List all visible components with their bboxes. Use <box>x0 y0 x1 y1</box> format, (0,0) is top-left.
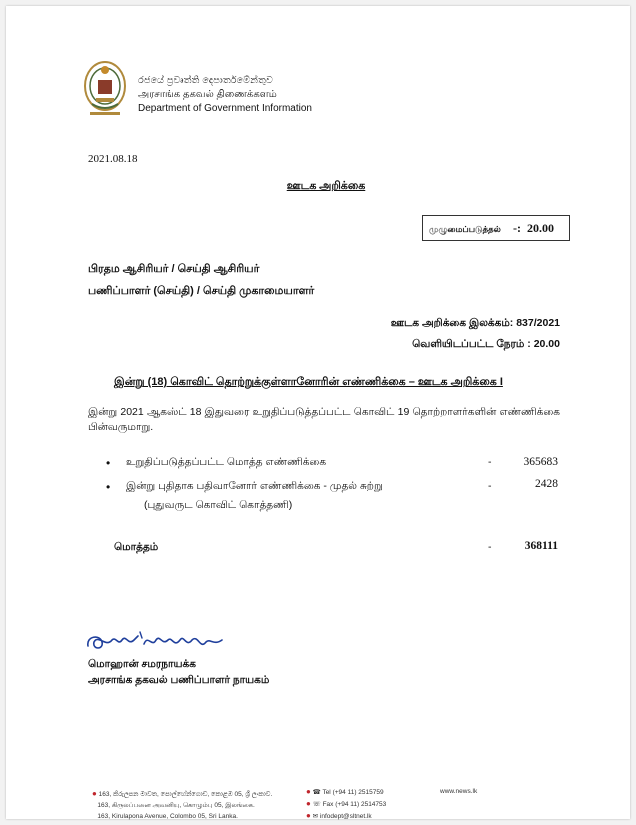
letterhead-sinhala: රජයේ ප්‍රවෘත්ති දෙපාර්තමේන්තුව <box>138 75 274 86</box>
list-item <box>106 456 327 470</box>
list-item-dash: - <box>488 456 492 468</box>
list-item-dash: - <box>488 480 492 492</box>
document-title: ஊடக அறிக்கை <box>286 180 366 192</box>
bullet-icon: ● <box>306 811 311 820</box>
list-item-label: இன்று புதிதாக பதிவானோர் எண்ணிக்கை - முதல் சுற்று <box>126 480 383 492</box>
release-time: வெளியிடப்பட்ட நேரம் : 20.00 <box>412 338 560 350</box>
footer-phone: ● ☎ Tel (+94 11) 2515759 <box>306 787 384 796</box>
footer-fax: ● ☏ Fax (+94 11) 2514753 <box>306 799 387 808</box>
footer-contacts <box>306 786 386 822</box>
list-item-value: 365683 <box>523 456 558 468</box>
headline: இன்று (18) கொவிட் தொற்றுக்குள்ளானோரின் எண்ணிக்கை – ஊடக அறிக்கை I <box>114 376 503 388</box>
letterhead-tamil: அரசாங்க தகவல் திணைக்களம் <box>138 89 277 100</box>
signatory-name: மொஹான் சமரநாயக்க <box>88 658 196 670</box>
embargo-label: முழுமைப்படுத்தல் <box>429 224 501 234</box>
intro-paragraph: இன்று 2021 ஆகஸ்ட் 18 இதுவரை உறுதிப்படுத்தப்பட்ட கொவிட் 19 தொற்றாளர்களின் எண்ணிக்கை பின்வருமாறு. <box>88 406 560 433</box>
list-item <box>106 480 383 494</box>
total-value: 368111 <box>524 540 558 552</box>
phone-icon: ☎ Tel <box>312 789 331 796</box>
release-number: ஊடக அறிக்கை இலக்கம்: 837/2021 <box>390 317 560 329</box>
bullet-icon: • <box>106 480 111 494</box>
government-emblem-icon <box>82 58 128 118</box>
bullet-icon: ● <box>306 799 311 808</box>
footer-address: ● 163, කිරුලපන මාවත, පොල්හේන්ගොඩ, කොළඹ 05, ශ්‍රී ලංකාව. 163, கிருலப்பனை அவனியு, கொழும்பு 05, இலங்கை. 163, Kirulapona Avenue, Colombo 05, Sri Lanka. <box>92 789 273 820</box>
footer-email[interactable]: ● ✉ infodept@sltnet.lk <box>306 811 372 820</box>
document-date: 2021.08.18 <box>88 153 138 165</box>
embargo-value: -: 20.00 <box>513 221 554 235</box>
list-item-value: 2428 <box>535 478 558 490</box>
total-dash: - <box>488 541 492 553</box>
website-link[interactable]: www.news.lk <box>440 788 478 795</box>
bullet-icon: ● <box>92 789 97 798</box>
recipients-line-1: பிரதம ஆசிரியர் / செய்தி ஆசிரியர் <box>88 263 260 275</box>
bullet-icon: ● <box>306 787 311 796</box>
bullet-icon: • <box>106 456 111 470</box>
email-icon: ✉ <box>312 813 319 820</box>
fax-icon: ☏ Fax <box>312 801 334 808</box>
footer-web[interactable] <box>440 786 477 797</box>
embargo-box <box>422 215 570 241</box>
handwritten-signature <box>82 626 232 660</box>
list-item-subnote: (புதுவருட கொவிட் கொத்தணி) <box>144 499 293 511</box>
letterhead <box>82 54 342 120</box>
list-item-label: உறுதிப்படுத்தப்பட்ட மொத்த எண்ணிக்கை <box>126 456 327 468</box>
letterhead-english: Department of Government Information <box>138 103 312 114</box>
recipients-line-2: பணிப்பாளர் (செய்தி) / செய்தி முகாமையாளர் <box>88 285 315 297</box>
total-label: மொத்தம் <box>114 541 159 553</box>
signatory-title: அரசாங்க தகவல் பணிப்பாளர் நாயகம் <box>88 674 270 686</box>
document-page <box>6 6 630 819</box>
